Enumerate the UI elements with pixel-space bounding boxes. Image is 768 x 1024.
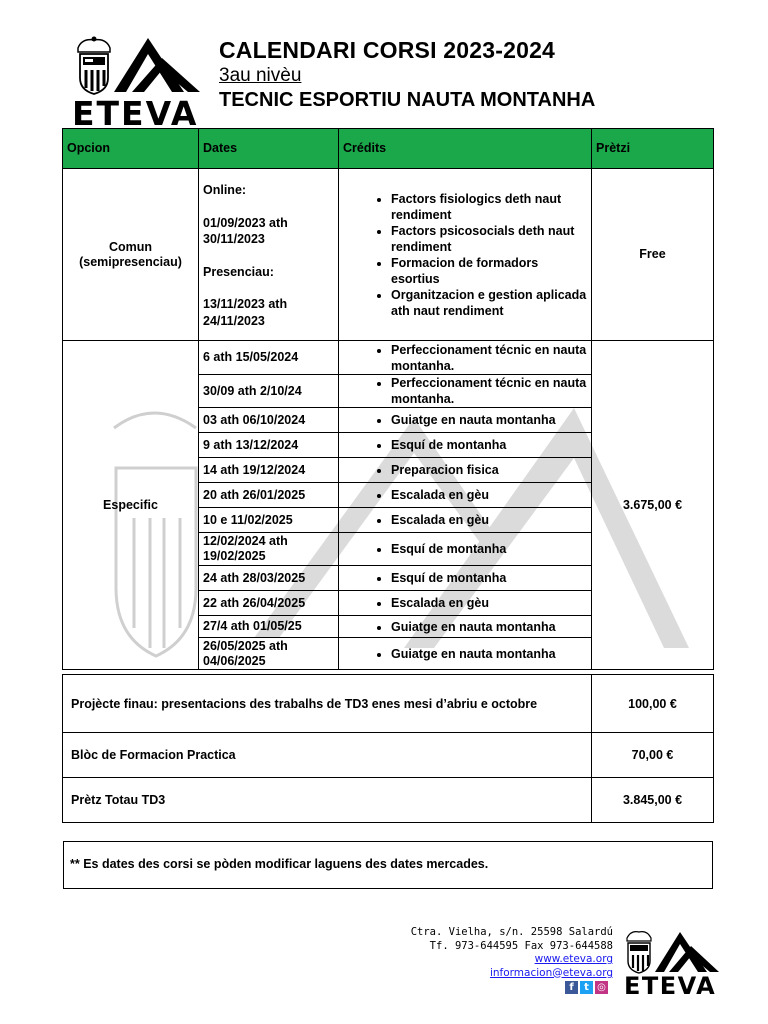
list-item: • Perfeccionament técnic en nauta montanha. (391, 342, 587, 374)
list-item: • Organitzacion e gestion aplicada ath naut rendiment (391, 287, 587, 319)
row-credit (339, 458, 592, 483)
summary-label: Prètz Totau TD3 (63, 778, 592, 823)
row-credit (339, 638, 592, 670)
dates-note: ** Es dates des corsi se pòden modificar laguens des dates mercades. (63, 841, 713, 889)
summary-price: 100,00 € (592, 675, 714, 733)
summary-row (63, 733, 714, 778)
row-dates: 14 ath 19/12/2024 (199, 458, 339, 483)
instagram-icon[interactable]: ◎ (595, 981, 608, 994)
summary-table (62, 674, 714, 823)
coat-of-arms-icon (78, 37, 110, 95)
table-row (63, 341, 714, 375)
list-item: • Formacion de formadors esortius (391, 255, 587, 287)
footer-eteva-logo (623, 928, 721, 996)
summary-price: 70,00 € (592, 733, 714, 778)
presenciau-label: Presenciau: (203, 264, 274, 279)
summary-label: Blòc de Formacion Practica (63, 733, 592, 778)
comun-dates (199, 169, 339, 341)
facebook-icon[interactable]: f (565, 981, 578, 994)
list-item: • Escalada en gèu (391, 595, 587, 611)
row-dates: 10 e 11/02/2025 (199, 508, 339, 533)
email-link[interactable]: informacion@eteva.org (489, 966, 613, 979)
online-dates: 01/09/2023 ath 30/11/2023 (203, 215, 288, 246)
list-item: • Guiatge en nauta montanha (391, 619, 587, 635)
list-item: • Factors fisiologics deth naut rendiment (391, 191, 587, 223)
header-credits: Crédits (339, 129, 592, 169)
row-credit (339, 408, 592, 433)
level-subtitle: 3au nivèu (219, 65, 302, 86)
row-credit (339, 508, 592, 533)
header-opcion: Opcion (63, 129, 199, 169)
row-dates: 24 ath 28/03/2025 (199, 566, 339, 591)
row-dates: 03 ath 06/10/2024 (199, 408, 339, 433)
course-subtitle: TECNIC ESPORTIU NAUTA MONTANHA (219, 89, 596, 111)
list-item: • Esquí de montanha (391, 437, 587, 453)
list-item: • Perfeccionament técnic en nauta montanha. (391, 375, 587, 407)
summary-row (63, 778, 714, 823)
row-dates: 22 ath 26/04/2025 (199, 591, 339, 616)
row-credit (339, 341, 592, 375)
list-item: • Esquí de montanha (391, 541, 587, 557)
row-credit (339, 566, 592, 591)
row-dates: 9 ath 13/12/2024 (199, 433, 339, 458)
row-credit (339, 433, 592, 458)
twitter-icon[interactable]: t (580, 981, 593, 994)
footer-phone: Tf. 973-644595 Fax 973-644588 (429, 939, 613, 952)
row-credit (339, 591, 592, 616)
table-header-row (63, 129, 714, 169)
comun-credits (339, 169, 592, 341)
website-link[interactable]: www.eteva.org (534, 953, 613, 965)
header-pretzi: Prètzi (592, 129, 714, 169)
footer-logo-text: ETEVA (624, 972, 717, 996)
comun-row (63, 169, 714, 341)
mountain-icon (114, 38, 200, 92)
list-item: • Escalada en gèu (391, 512, 587, 528)
online-label: Online: (203, 183, 247, 197)
row-dates: 26/05/2025 ath 04/06/2025 (199, 638, 339, 670)
summary-label: Projècte finau: presentacions des trabalhs de TD3 enes mesi d’abriu e octobre (63, 675, 592, 733)
summary-price: 3.845,00 € (592, 778, 714, 823)
especific-price: 3.675,00 € (592, 341, 714, 670)
eteva-logo (72, 34, 204, 128)
row-dates: 20 ath 26/01/2025 (199, 483, 339, 508)
row-dates: 30/09 ath 2/10/24 (199, 375, 339, 408)
footer-contact (411, 926, 613, 980)
list-item: • Guiatge en nauta montanha (391, 646, 587, 662)
row-credit (339, 533, 592, 566)
row-credit (339, 483, 592, 508)
row-dates: 6 ath 15/05/2024 (199, 341, 339, 375)
social-links (565, 981, 608, 994)
comun-price: Free (592, 169, 714, 341)
footer-address: Ctra. Vielha, s/n. 25598 Salardú (410, 926, 613, 938)
list-item: • Guiatge en nauta montanha (391, 412, 587, 428)
row-credit (339, 375, 592, 408)
page-title: CALENDARI CORSI 2023-2024 (219, 37, 556, 63)
summary-row (63, 675, 714, 733)
list-item: • Preparacion fisica (391, 462, 587, 478)
presenciau-dates: 13/11/2023 ath 24/11/2023 (203, 297, 288, 328)
especific-label: Especific (63, 341, 199, 670)
mountain-icon (655, 932, 719, 972)
comun-label: Comun (semipresenciau) (63, 169, 199, 341)
list-item: • Factors psicosocials deth naut rendiment (391, 223, 587, 255)
list-item: • Escalada en gèu (391, 487, 587, 503)
coat-of-arms-icon (627, 932, 651, 973)
logo-text: ETEVA (72, 94, 199, 128)
row-credit (339, 616, 592, 638)
list-item: • Esquí de montanha (391, 570, 587, 586)
course-table (62, 128, 714, 670)
row-dates: 27/4 ath 01/05/25 (199, 616, 339, 638)
row-dates: 12/02/2024 ath 19/02/2025 (199, 533, 339, 566)
header-dates: Dates (199, 129, 339, 169)
title-block (219, 36, 595, 112)
